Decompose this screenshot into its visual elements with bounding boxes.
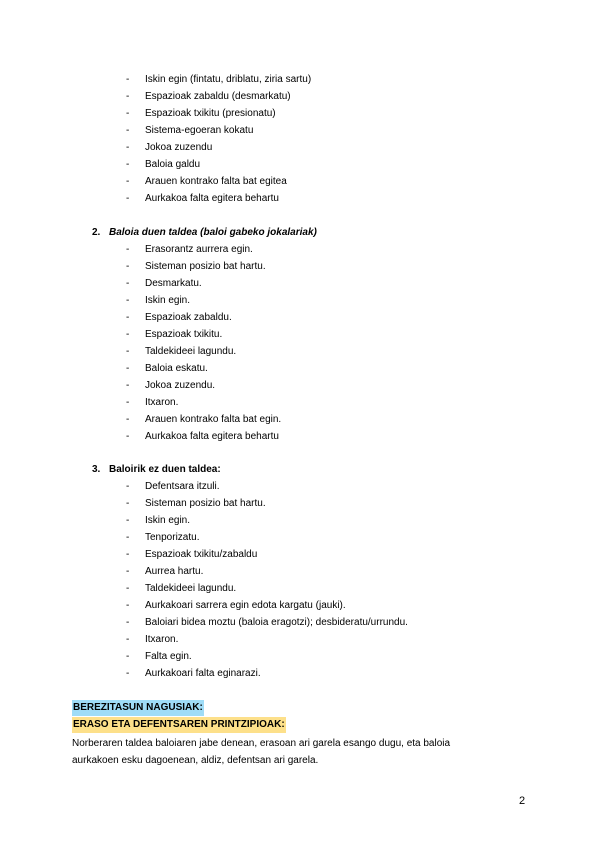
paragraph-line: aurkakoen esku dagoenean, aldiz, defentsan ari garela. [72,755,319,766]
body-paragraph [72,735,512,769]
page-number: 2 [519,795,526,807]
section-3-heading: 3. Baloirik ez duen taldea: [92,464,221,475]
paragraph-line: Norberaren taldea baloiaren jabe denean, erasoan ari garela esango dugu, eta baloia [72,738,451,749]
section-2-heading: 2. Baloia duen taldea (baloi gabeko jokalariak) [92,227,317,238]
heading-berezitasun-nagusiak: BEREZITASUN NAGUSIAK: [72,700,204,716]
heading-eraso-defentsa-printzipioak: ERASO ETA DEFENTSAREN PRINTZIPIOAK: [72,717,286,733]
